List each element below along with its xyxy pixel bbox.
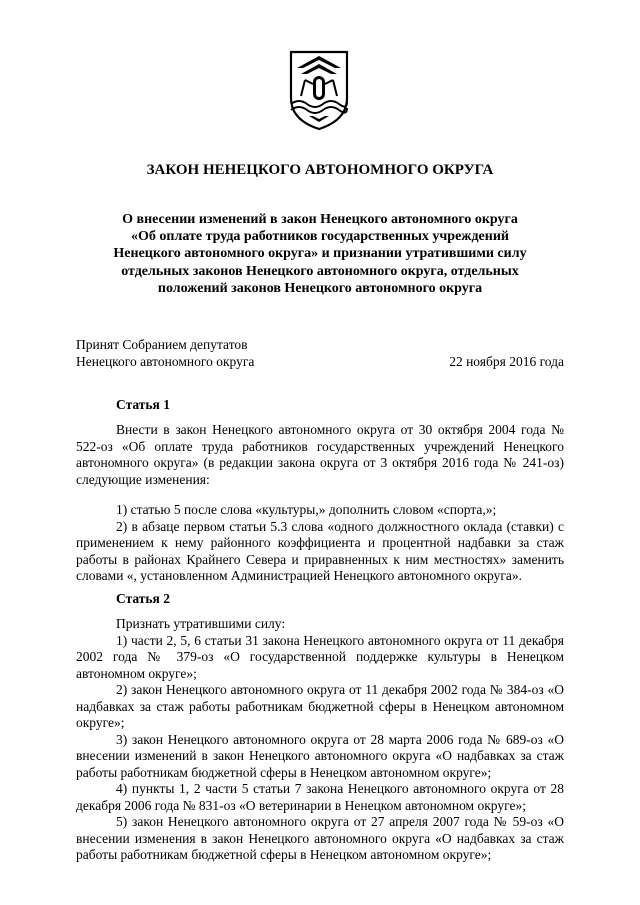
article-1-intro: Внести в закон Ненецкого автономного округа от 30 октября 2004 года № 522-оз «Об оплате труда работников государственных учреждений Ненецкого автономного округа» (в редакции закона округа от 3 октября 2016 года № 241-оз) следующие изменения: [76,422,564,487]
document-title-line: «Об оплате труда работников государственных учреждений [131,229,509,245]
document-title-line: Ненецкого автономного округа» и признании утратившими силу [113,246,527,262]
article-1-heading: Статья 1 [116,397,170,412]
document-title-line: О внесении изменений в закон Ненецкого автономного округа [122,212,518,227]
document-title-line: положений законов Ненецкого автономного округа [157,280,483,296]
article-1-item: 2) в абзаце первом статьи 5.3 слова «одного должностного оклада (ставки) с применением к нему районного коэффициента и процентной надбавки за стаж работы в районах Крайнего Севера и приравненных к ним местностях» заменить словами «, установленном Администрацией Ненецкого автономного округа». [76,518,564,583]
adopted-by-body: Ненецкого автономного округа [76,353,255,369]
article-1-body [76,422,564,585]
article-2-intro: Признать утратившими силу: [116,616,286,631]
article-2-heading: Статья 2 [116,591,170,606]
law-title: ЗАКОН НЕНЕЦКОГО АВТОНОМНОГО ОКРУГА [146,162,494,178]
article-2-body [76,616,564,864]
article-1-item: 1) статью 5 после слова «культуры,» дополнить словом «спорта,»; [116,502,497,517]
adoption-date: 22 ноября 2016 года [449,353,564,369]
document-title-line: отдельных законов Ненецкого автономного округа, отдельных [121,263,519,279]
article-2-item: 4) пункты 1, 2 части 5 статьи 7 закона Ненецкого автономного округа от 28 декабря 2006 года № 831-оз «О ветеринарии в Ненецком автономном округе»; [76,781,564,813]
adopted-by-line: Принят Собранием депутатов [76,337,248,352]
coat-of-arms-emblem [287,48,351,132]
article-2-item: 5) закон Ненецкого автономного округа от 27 апреля 2007 года № 59-оз «О внесении изменения в закон Ненецкого автономного округа «О надбавках за стаж работы работникам бюджетной сферы в Ненецком автономном округе»; [76,814,564,862]
document-title [90,211,550,297]
article-2-item: 2) закон Ненецкого автономного округа от 11 декабря 2002 года № 384-оз «О надбавках за стаж работы работникам бюджетной сферы в Ненецком автономном округе»; [76,682,564,730]
article-2-item: 3) закон Ненецкого автономного округа от 28 марта 2006 года № 689-оз «О внесении изменений в закон Ненецкого автономного округа «О надбавках за стаж работы работникам бюджетной сферы в Ненецком автономном округе»; [76,731,564,780]
article-2-item: 1) части 2, 5, 6 статьи 31 закона Ненецкого автономного округа от 11 декабря 2002 года № 379-оз «О государственной поддержке культуры в Ненецком автономном округе»; [76,632,564,681]
adoption-info [76,337,564,370]
shield-icon [287,48,351,132]
